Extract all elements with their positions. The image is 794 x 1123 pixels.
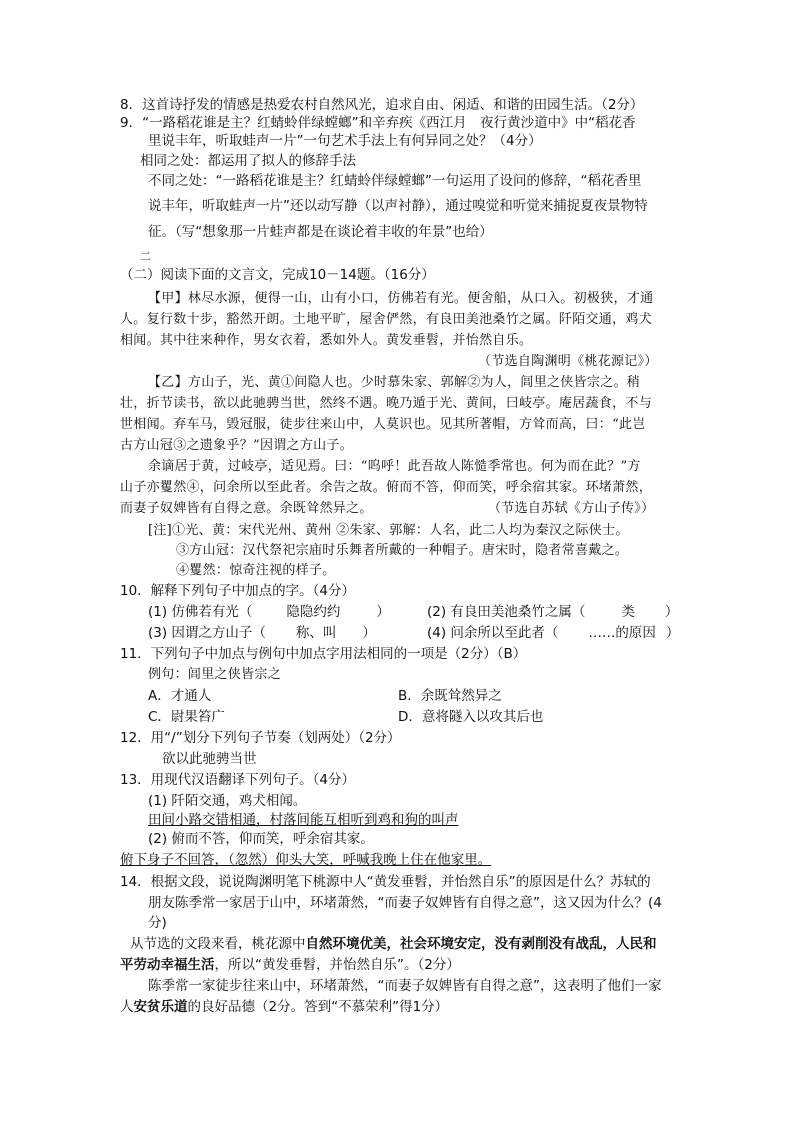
question-14-answer-2-text: ，所以“黄发垂髫，并怡然自乐”。（2分）	[214, 957, 460, 973]
question-10-item-1-text: (1) 仿佛若有光（	[148, 604, 253, 620]
question-10-item-3-text: (3) 因谓之方山子（	[148, 625, 266, 641]
question-10-item-1	[148, 603, 390, 621]
note-1: [注]①光、黄：宋代光州、黄州 ②朱家、郭解：人名，此二人均为秦汉之际侠士。	[148, 523, 629, 538]
passage-yi-line7: 而妻子奴婢皆有自得之意。余既耸然异之。	[120, 501, 373, 516]
passage-jia-line3: 相闻。其中往来种作，男女衣着，悉如外人。黄发垂髫，并怡然自乐。	[120, 333, 533, 348]
question-14-answer-1-key: 自然环境优美，社会环境安定，没有剥削没有战乱，人民和	[305, 936, 657, 952]
question-10-item-2	[427, 603, 678, 621]
question-14-line3: 分)	[148, 915, 167, 931]
passage-jia-line2: 人。复行数十步，豁然开朗。土地平旷，屋舍俨然，有良田美池桑竹之属。阡陌交通，鸡犬	[120, 312, 653, 327]
section-2-title: （二）阅读下面的文言文，完成10－14题。（16分）	[120, 267, 435, 283]
question-9-answer-diff-2: 说丰年，听取蛙声一片”还以动写静（以声衬静），通过嗅觉和听觉来捕捉夏夜景物特	[148, 198, 648, 214]
section-mark: 二	[140, 250, 151, 263]
question-12-title: 12．用“/”划分下列句子节奏（划两处）（2分）	[120, 730, 401, 746]
passage-yi-line3: 世相闻。弃车马，毁冠服，徒步往来山中，人莫识也。见其所著帽，方耸而高，曰：“此岂	[120, 417, 646, 432]
question-11-example: 例句：闾里之侠皆宗之	[148, 667, 282, 682]
note-3: ④矍然：惊奇注视的样子。	[176, 563, 336, 578]
question-10-title: 10．解释下列句子中加点的字。（4分）	[120, 583, 356, 599]
question-10-item-1-answer: 隐隐约约	[286, 604, 341, 620]
question-11-option-d: D．意将隧入以攻其后也	[398, 709, 544, 725]
note-2: ③方山冠：汉代祭祀宗庙时乐舞者所戴的一种帽子。唐宋时，隐者常喜戴之。	[176, 543, 629, 558]
passage-yi-line5: 余谪居于黄，过岐亭，适见焉。曰：“呜呼！此吾故人陈慥季常也。何为而在此？”方	[148, 459, 641, 474]
question-14-answer-4-pre: 人	[120, 999, 134, 1015]
question-9-answer-diff-1: 不同之处：“一路稻花谁是主？红蜻蛉伴绿螳螂”一句运用了设问的修辞，“稻花香里	[148, 173, 642, 189]
question-9-line2: 里说丰年，听取蛙声一片”一句艺术手法上有何异同之处？（4分）	[148, 133, 542, 149]
question-14-line2: 朋友陈季常一家居于山中，环堵萧然，“而妻子奴婢皆有自得之意”，这又因为什么？(4	[148, 895, 662, 911]
question-10-item-2-text: (2) 有良田美池桑竹之属（	[427, 604, 586, 620]
question-14-answer-1-text: 从节选的文段来看，桃花源中	[130, 936, 306, 952]
question-14-answer-line4	[120, 998, 448, 1016]
question-10-item-2-answer: 类	[621, 604, 635, 620]
passage-yi-source: （节选自苏轼《方山子传》）	[488, 501, 655, 516]
question-12-sentence: 欲以此驰骋当世	[162, 751, 257, 767]
question-11-title: 11．下列句子中加点与例句中加点字用法相同的一项是（2分）（B）	[120, 646, 527, 662]
passage-yi-line4: 古方山冠③之遗象乎？”因谓之方山子。	[120, 438, 354, 453]
question-10-item-3	[148, 624, 376, 642]
question-13-answer-1: 田间小路交错相通，村落间能互相听到鸡和狗的叫声	[148, 812, 459, 828]
question-11-option-b: B．余既耸然异之	[398, 688, 502, 704]
question-13-title: 13．用现代汉语翻译下列句子。（4分）	[120, 772, 356, 788]
passage-yi-line2: 壮，折节读书，欲以此驰骋当世，然终不遇。晚乃遁于光、黄间，曰岐亭。庵居蔬食，不与	[120, 396, 653, 411]
question-14-answer-line2	[120, 956, 460, 974]
question-10-item-4	[427, 624, 679, 642]
passage-yi-line6: 山子亦矍然④，问余所以至此者。余告之故。俯而不答，仰而笑，呼余宿其家。环堵萧然，	[120, 480, 653, 495]
question-14-answer-line1	[130, 935, 657, 953]
question-11-option-c: C．尉果笞广	[148, 709, 225, 725]
question-10-item-1-close: ）	[376, 604, 390, 620]
question-9-answer-same: 相同之处：都运用了拟人的修辞手法	[140, 153, 356, 169]
question-9-line1: 9．“一路稻花谁是主？红蜻蛉伴绿螳螂”和辛弃疾《西江月 夜行黄沙道中》中“稻花香	[120, 115, 636, 131]
question-13-sentence-2: (2) 俯而不答，仰而笑，呼余宿其家。	[148, 831, 374, 847]
question-10-item-2-close: ）	[664, 604, 679, 620]
question-14-answer-line3: 陈季常一家徒步往来山中，环堵萧然，“而妻子奴婢皆有自得之意”，这表明了他们一家	[148, 978, 662, 994]
question-11-option-a: A．才通人	[148, 688, 212, 704]
passage-jia-source: （节选自陶渊明《桃花源记》）	[478, 354, 658, 369]
passage-jia-line1: 【甲】林尽水源，便得一山，山有小口，仿佛若有光。便舍船，从口入。初极狭，才通	[148, 291, 654, 306]
question-8: 8．这首诗抒发的情感是热爱农村自然风光，追求自由、闲适、和谐的田园生活。（2分）	[120, 97, 644, 113]
question-14-answer-2-key: 平劳动幸福生活	[120, 957, 215, 973]
question-10-item-4-text: (4) 问余所以至此者（	[427, 625, 559, 641]
question-10-item-4-answer: ……的原因	[588, 625, 656, 641]
question-13-answer-2: 俯下身子不回答，（忽然）仰头大笑，呼喊我晚上住在他家里。	[120, 852, 492, 868]
passage-yi-line1: 【乙】方山子，光、黄①间隐人也。少时慕朱家、郭解②为人，闾里之侠皆宗之。稍	[148, 375, 641, 390]
question-9-answer-diff-3: 征。（写“想象那一片蛙声都是在谈论着丰收的年景”也给）	[148, 224, 493, 240]
question-10-item-3-close: ）	[362, 625, 376, 641]
question-13-sentence-1: (1) 阡陌交通，鸡犬相闻。	[148, 793, 307, 809]
question-14-answer-4-key: 安贫乐道	[133, 999, 188, 1015]
question-10-item-3-answer: 称、叫	[295, 625, 337, 641]
question-14-answer-4-text: 的良好品德（2分。答到“不慕荣利”得1分）	[187, 999, 449, 1015]
question-14-line1: 14．根据文段，说说陶渊明笔下桃源中人“黄发垂髫，并怡然自乐”的原因是什么？苏轼的	[120, 874, 651, 890]
question-10-item-4-close: ）	[665, 625, 680, 641]
